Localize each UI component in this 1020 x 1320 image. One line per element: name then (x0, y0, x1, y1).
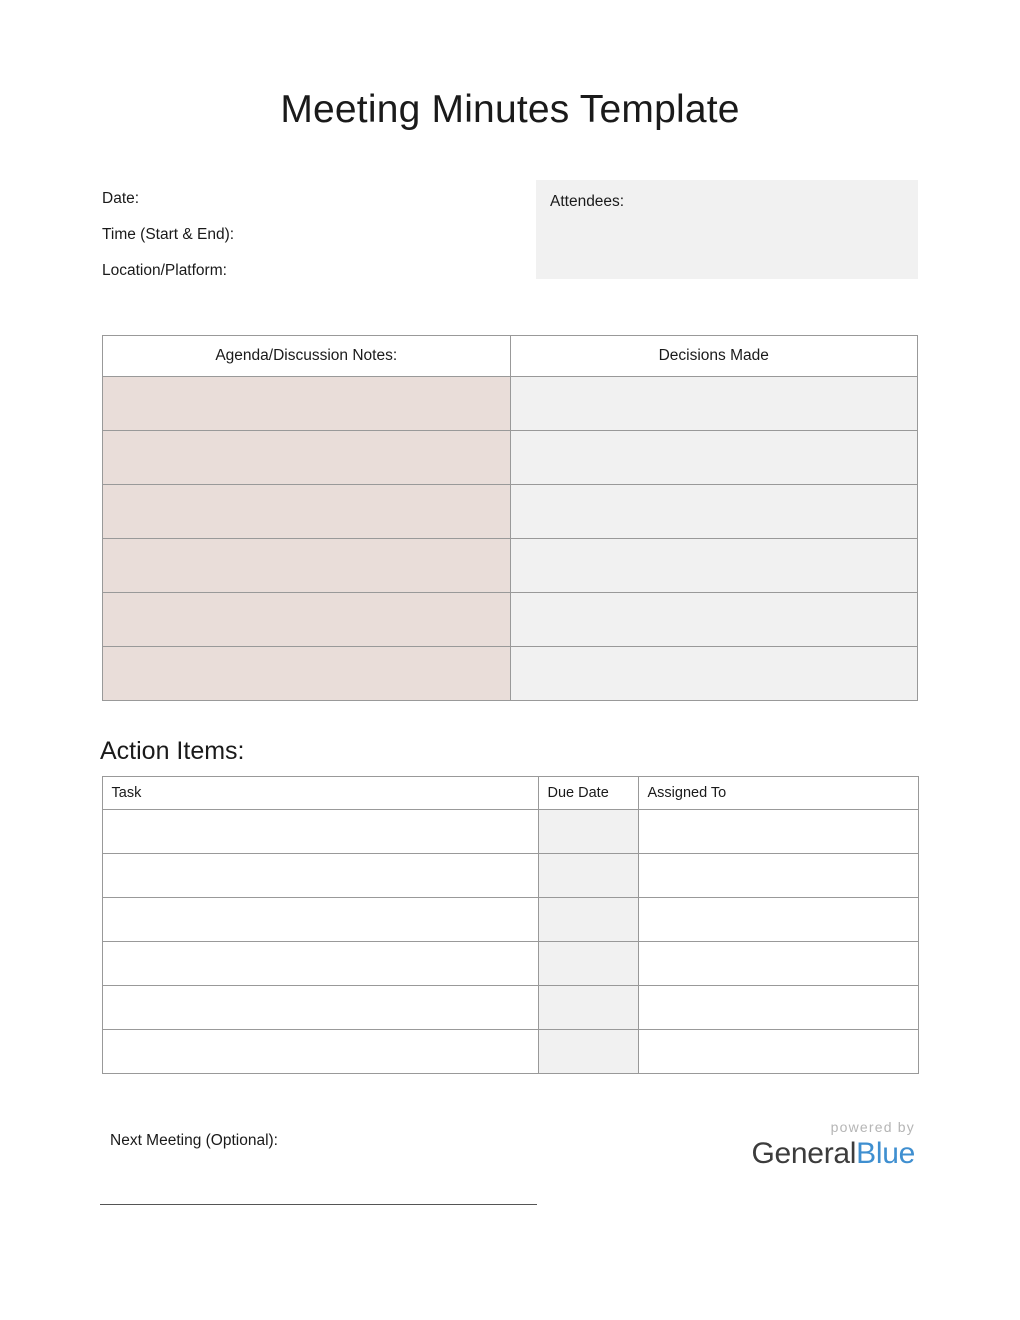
table-row (103, 539, 918, 593)
task-cell[interactable] (102, 854, 538, 898)
agenda-cell[interactable] (103, 647, 511, 701)
decision-cell[interactable] (510, 539, 918, 593)
brand-name-first: General (751, 1137, 857, 1171)
next-meeting-label: Next Meeting (Optional): (110, 1132, 278, 1150)
task-cell[interactable] (102, 986, 538, 1030)
decision-cell[interactable] (510, 593, 918, 647)
agenda-cell[interactable] (103, 539, 511, 593)
due-date-cell[interactable] (538, 942, 638, 986)
task-cell[interactable] (102, 898, 538, 942)
brand-name-second: Blue (856, 1137, 915, 1171)
brand-name (752, 1137, 916, 1171)
due-date-cell[interactable] (538, 854, 638, 898)
notes-body (103, 377, 918, 701)
notes-header-agenda: Agenda/Discussion Notes: (103, 336, 511, 377)
action-items-table (102, 776, 919, 1074)
notes-header-decisions: Decisions Made (510, 336, 918, 377)
table-row (103, 431, 918, 485)
footer (0, 1114, 1020, 1234)
table-row (102, 986, 918, 1030)
table-row (102, 1030, 918, 1074)
table-row (102, 810, 918, 854)
table-row (103, 647, 918, 701)
time-label: Time (Start & End): (102, 226, 235, 244)
meta-labels (102, 180, 536, 298)
assigned-to-cell[interactable] (638, 986, 918, 1030)
action-header-due-date: Due Date (538, 777, 638, 810)
location-label: Location/Platform: (102, 262, 227, 280)
assigned-to-cell[interactable] (638, 898, 918, 942)
decision-cell[interactable] (510, 647, 918, 701)
decision-cell[interactable] (510, 377, 918, 431)
assigned-to-cell[interactable] (638, 854, 918, 898)
table-row (103, 377, 918, 431)
notes-table (102, 335, 918, 701)
attendees-field[interactable] (536, 180, 918, 279)
attendees-label: Attendees: (550, 193, 625, 210)
agenda-cell[interactable] (103, 431, 511, 485)
meta-section (0, 180, 1020, 298)
table-row (103, 593, 918, 647)
task-cell[interactable] (102, 942, 538, 986)
table-row (102, 898, 918, 942)
table-row (102, 854, 918, 898)
table-row (102, 942, 918, 986)
notes-header-row (103, 336, 918, 377)
next-meeting-write-line[interactable] (100, 1204, 537, 1205)
page-title: Meeting Minutes Template (280, 88, 740, 131)
due-date-cell[interactable] (538, 810, 638, 854)
decision-cell[interactable] (510, 431, 918, 485)
task-cell[interactable] (102, 1030, 538, 1074)
task-cell[interactable] (102, 810, 538, 854)
action-header-assigned-to: Assigned To (638, 777, 918, 810)
action-items-heading: Action Items: (100, 737, 245, 766)
action-header-row (102, 777, 918, 810)
agenda-cell[interactable] (103, 593, 511, 647)
action-items-body (102, 810, 918, 1074)
due-date-cell[interactable] (538, 1030, 638, 1074)
due-date-cell[interactable] (538, 986, 638, 1030)
decision-cell[interactable] (510, 485, 918, 539)
agenda-cell[interactable] (103, 377, 511, 431)
due-date-cell[interactable] (538, 898, 638, 942)
assigned-to-cell[interactable] (638, 942, 918, 986)
date-label: Date: (102, 190, 140, 207)
agenda-cell[interactable] (103, 485, 511, 539)
powered-by-label: powered by (830, 1119, 915, 1136)
assigned-to-cell[interactable] (638, 810, 918, 854)
assigned-to-cell[interactable] (638, 1030, 918, 1074)
table-row (103, 485, 918, 539)
brand-logo (752, 1119, 916, 1171)
action-header-task: Task (102, 777, 538, 810)
